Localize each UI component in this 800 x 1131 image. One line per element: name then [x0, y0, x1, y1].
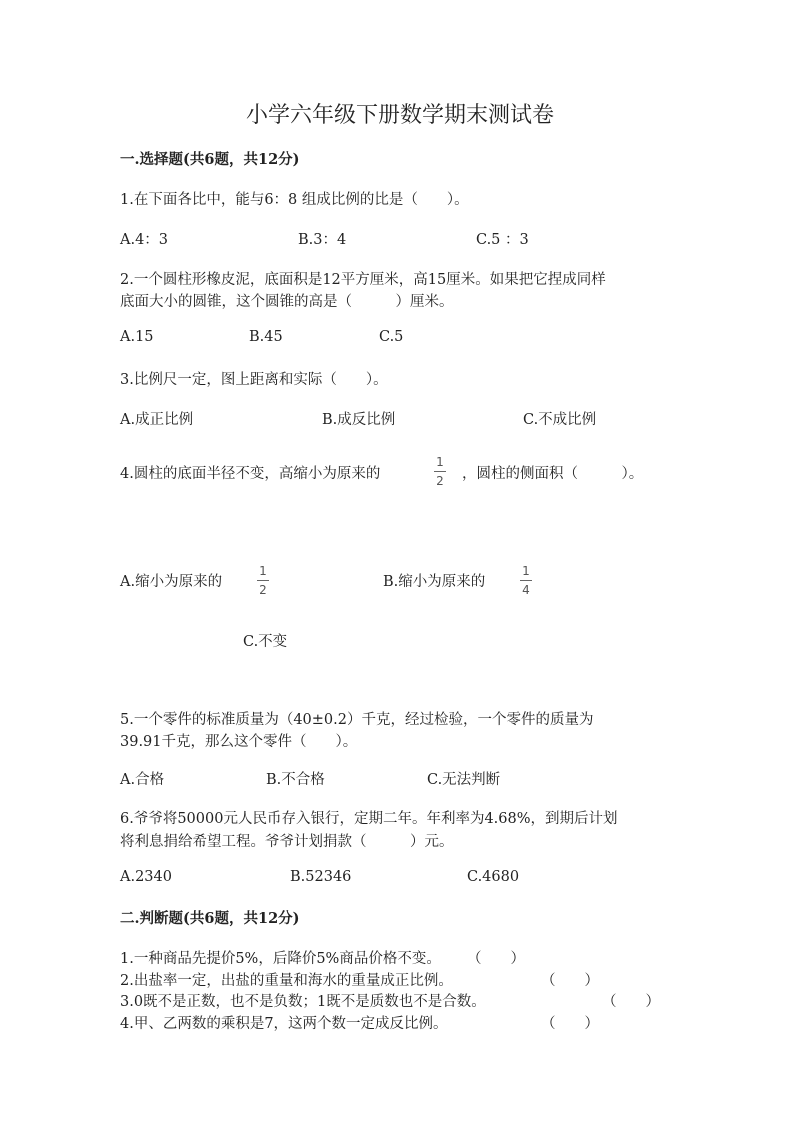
q4-option-a-fraction	[255, 565, 271, 596]
question-2-line-1: 2.一个圆柱形橡皮泥，底面积是12平方厘米，高15厘米。如果把它捏成同样	[120, 272, 606, 288]
question-2-line-2: 底面大小的圆锥，这个圆锥的高是（ ）厘米。	[120, 294, 454, 310]
q5-option-c: C.无法判断	[427, 772, 501, 788]
judgment-item-4: 4.甲、乙两数的乘积是7，这两个数一定成反比例。	[120, 1016, 448, 1032]
q3-option-a: A.成正比例	[120, 412, 194, 428]
q6-option-a: A.2340	[120, 869, 172, 885]
judgment-item-3-paren: （ ）	[602, 994, 660, 1010]
question-1: 1.在下面各比中，能与6：8 组成比例的比是（ ）。	[120, 192, 469, 208]
section-heading-choice: 一.选择题(共6题，共12分)	[120, 151, 300, 168]
question-6-line-1: 6.爷爷将50000元人民币存入银行，定期二年。年利率为4.68%，到期后计划	[120, 811, 618, 827]
q5-option-b: B.不合格	[266, 772, 325, 788]
judgment-item-3: 3.0既不是正数，也不是负数；1既不是质数也不是合数。	[120, 994, 486, 1010]
q4-option-b-fraction	[518, 565, 534, 596]
q4-fraction	[432, 456, 448, 487]
judgment-item-1-paren: （ ）	[467, 951, 525, 967]
question-3: 3.比例尺一定，图上距离和实际（ ）。	[120, 372, 388, 388]
judgment-item-1: 1.一种商品先提价5%，后降价5%商品价格不变。	[120, 951, 441, 967]
q2-option-b: B.45	[249, 329, 283, 345]
q6-option-b: B.52346	[290, 869, 352, 885]
fraction-bar	[520, 580, 532, 581]
fraction-numerator: 1	[259, 564, 267, 578]
fraction-numerator: 1	[522, 564, 530, 578]
q6-option-c: C.4680	[467, 869, 520, 885]
q2-option-a: A.15	[120, 329, 154, 345]
fraction-denominator: 2	[436, 474, 444, 488]
q1-option-a: A.4：3	[120, 232, 169, 248]
judgment-item-2: 2.出盐率一定，出盐的重量和海水的重量成正比例。	[120, 973, 453, 989]
question-6-line-2: 将利息捐给希望工程。爷爷计划捐款（ ）元。	[120, 834, 454, 850]
q1-option-c: C.5 ：3	[476, 232, 529, 248]
question-5-line-1: 5.一个零件的标准质量为（40±0.2）千克，经过检验，一个零件的质量为	[120, 712, 594, 728]
q4-option-b: B.缩小为原来的	[383, 574, 486, 590]
q1-option-b: B.3：4	[298, 232, 347, 248]
q4-option-c: C.不变	[243, 634, 288, 650]
question-5-line-2: 39.91千克，那么这个零件（ ）。	[120, 734, 358, 750]
q4-option-a: A.缩小为原来的	[120, 574, 223, 590]
page-title: 小学六年级下册数学期末测试卷	[245, 103, 554, 128]
fraction-denominator: 2	[259, 583, 267, 597]
fraction-denominator: 4	[522, 583, 530, 597]
judgment-item-4-paren: （ ）	[541, 1016, 599, 1032]
question-4-text-after: ，圆柱的侧面积（ ）。	[462, 466, 644, 482]
fraction-bar	[434, 471, 446, 472]
q5-option-a: A.合格	[120, 772, 165, 788]
judgment-item-2-paren: （ ）	[541, 973, 599, 989]
fraction-bar	[257, 580, 269, 581]
fraction-numerator: 1	[436, 455, 444, 469]
q3-option-b: B.成反比例	[322, 412, 396, 428]
q2-option-c: C.5	[379, 329, 404, 345]
question-4-text: 4.圆柱的底面半径不变，高缩小为原来的	[120, 466, 381, 482]
q3-option-c: C.不成比例	[523, 412, 597, 428]
section-heading-judgment: 二.判断题(共6题，共12分)	[120, 910, 300, 927]
